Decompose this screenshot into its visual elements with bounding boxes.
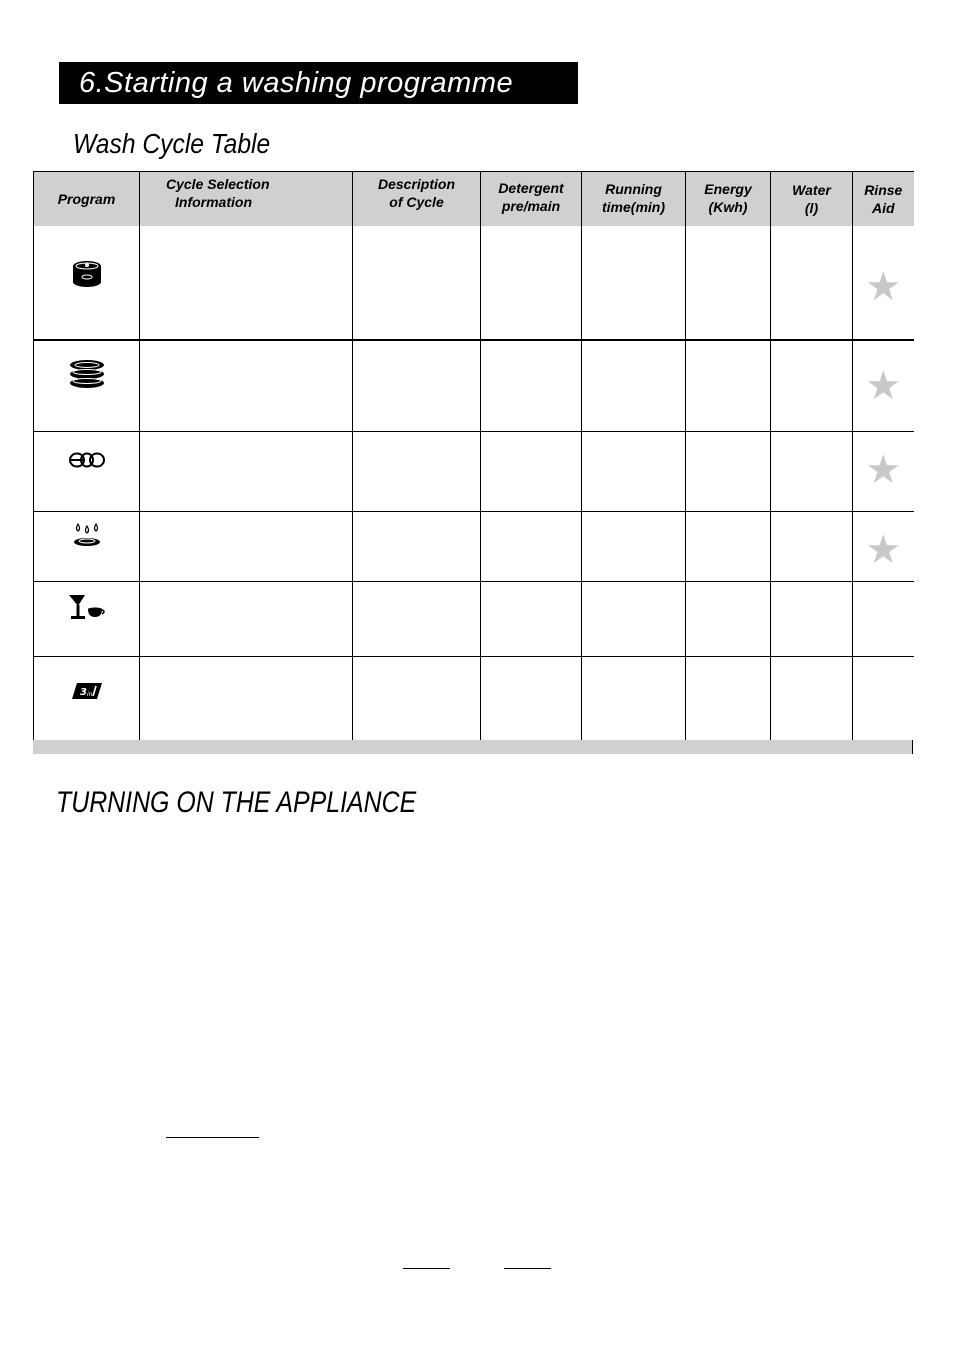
underline-rule — [166, 1137, 259, 1138]
col-detergent: Detergent pre/main — [481, 172, 582, 227]
section-title: 6.Starting a washing programme — [59, 62, 578, 104]
col-description: Description of Cycle — [353, 172, 481, 227]
underline-rule — [403, 1268, 450, 1269]
rinse-aid-star-icon: ★ — [865, 363, 902, 409]
eco-icon — [69, 452, 105, 468]
col-program: Program — [34, 172, 140, 227]
table-row — [34, 340, 914, 431]
table-title: Wash Cycle Table — [73, 128, 271, 159]
table-row — [34, 511, 914, 581]
glass-and-cup-icon — [67, 593, 107, 623]
rinse-aid-star-icon: ★ — [865, 264, 902, 310]
table-row — [34, 581, 914, 656]
col-running-time: Running time(min) — [582, 172, 686, 227]
table-row — [34, 656, 914, 749]
underline-rule — [504, 1268, 551, 1269]
pot-icon — [70, 256, 104, 290]
rinse-aid-star-icon: ★ — [865, 526, 902, 573]
svg-text:in: in — [86, 690, 92, 698]
table-header-row — [34, 172, 914, 227]
table-row — [34, 226, 914, 340]
table-row — [34, 431, 914, 511]
wash-cycle-table — [33, 171, 914, 749]
table-footer-edge — [912, 740, 913, 754]
table-footer-band — [33, 740, 913, 754]
col-cycle-selection: Cycle Selection Information — [140, 172, 353, 227]
col-water: Water (l) — [771, 172, 853, 227]
stacked-plates-icon — [68, 359, 106, 389]
3in1-tablet-icon — [71, 681, 103, 701]
col-energy: Energy (Kwh) — [686, 172, 771, 227]
col-rinse-aid: Rinse Aid — [853, 172, 914, 227]
svg-text:3: 3 — [79, 686, 87, 698]
rinse-drops-icon — [72, 522, 102, 550]
rinse-aid-star-icon: ★ — [865, 446, 902, 493]
turning-on-heading: TURNING ON THE APPLIANCE — [56, 786, 417, 819]
